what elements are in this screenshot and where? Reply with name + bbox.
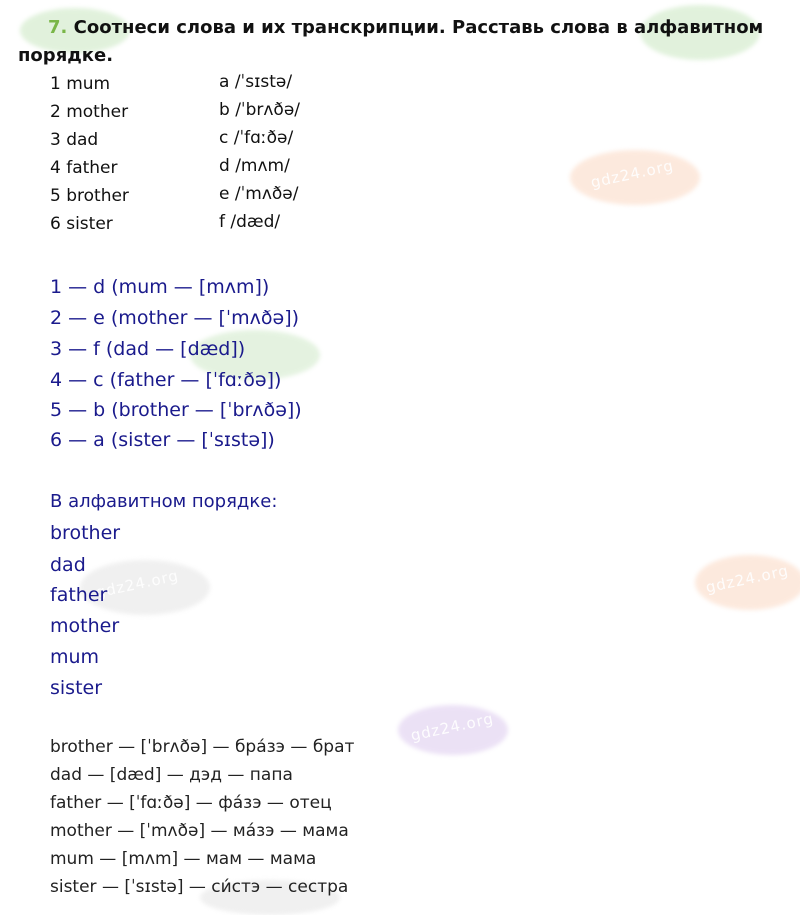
watermark-text: gdz24.org [94, 566, 181, 602]
match-transcription: b /ˈbrʌðə/ [219, 100, 301, 120]
answer-line: 1 — d (mum — [mʌm]) [50, 276, 270, 298]
match-transcription: e /ˈmʌðə/ [219, 184, 299, 204]
vocabulary-line: brother — [ˈbrʌðə] — бра́зэ — брат [50, 737, 355, 757]
alphabetical-word: sister [50, 677, 103, 699]
match-transcription: c /ˈfɑːðə/ [219, 128, 294, 148]
alphabetical-word: brother [50, 522, 121, 544]
task-number: 7. [48, 17, 68, 38]
match-word: 6 sister [50, 214, 113, 234]
alphabetical-word: dad [50, 554, 86, 576]
match-transcription: a /ˈsɪstə/ [219, 72, 293, 92]
answer-line: 6 — a (sister — [ˈsɪstə]) [50, 429, 275, 451]
answer-line: 2 — e (mother — [ˈmʌðə]) [50, 307, 300, 329]
alphabetical-heading: В алфавитном порядке: [50, 491, 278, 512]
match-transcription: f /dæd/ [219, 212, 281, 232]
watermark-text: gdz24.org [704, 561, 791, 597]
alphabetical-word: mum [50, 646, 100, 668]
task-text: Соотнеси слова и их транскрипции. Расставь слова в алфавитном порядке. [18, 17, 764, 66]
match-transcription: d /mʌm/ [219, 156, 290, 176]
match-word: 3 dad [50, 130, 99, 150]
vocabulary-line: father — [ˈfɑːðə] — фа́зэ — отец [50, 793, 332, 813]
match-word: 1 mum [50, 74, 111, 94]
watermark-text: gdz24.org [409, 709, 496, 745]
match-word: 2 mother [50, 102, 129, 122]
answer-line: 3 — f (dad — [dæd]) [50, 338, 246, 360]
alphabetical-word: father [50, 584, 108, 606]
vocabulary-line: sister — [ˈsɪstə] — си́стэ — сестра [50, 877, 349, 897]
vocabulary-line: dad — [dæd] — дэд — папа [50, 765, 293, 785]
answer-line: 4 — c (father — [ˈfɑːðə]) [50, 369, 282, 391]
alphabetical-word: mother [50, 615, 120, 637]
watermark-text: gdz24.org [589, 156, 676, 192]
answer-line: 5 — b (brother — [ˈbrʌðə]) [50, 399, 302, 421]
task-heading [18, 14, 788, 70]
vocabulary-line: mum — [mʌm] — мам — мама [50, 849, 317, 869]
vocabulary-line: mother — [ˈmʌðə] — ма́зэ — мама [50, 821, 349, 841]
match-word: 4 father [50, 158, 118, 178]
match-word: 5 brother [50, 186, 129, 206]
